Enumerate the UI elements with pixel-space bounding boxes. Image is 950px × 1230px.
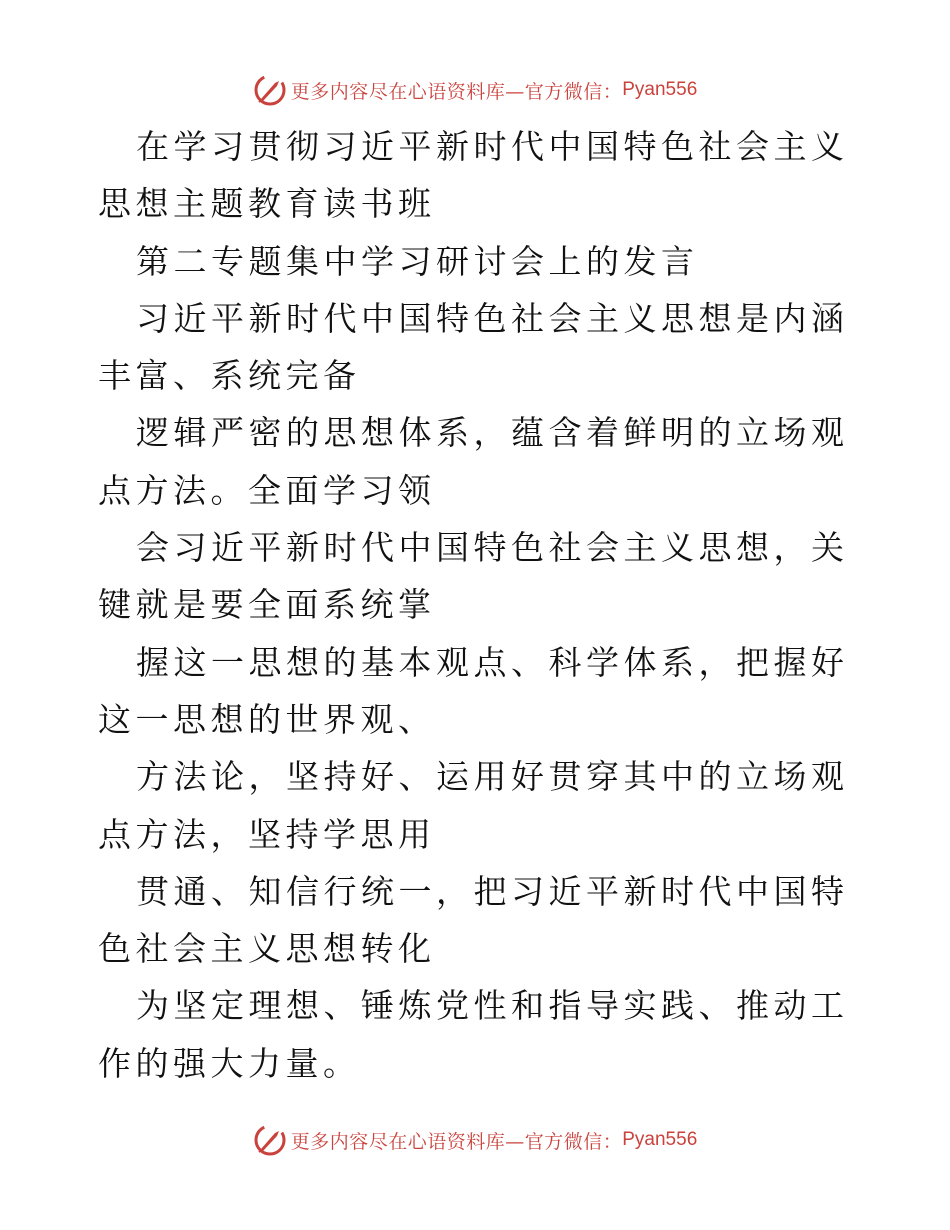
header-banner-text: 更多内容尽在心语资料库—官方微信： bbox=[290, 80, 623, 103]
footer-banner-text: 更多内容尽在心语资料库—官方微信： bbox=[290, 1130, 623, 1153]
paragraph-title-line-2: 第二专题集中学习研讨会上的发言 bbox=[136, 241, 699, 281]
document-body bbox=[98, 118, 858, 1092]
paragraph: 会习近平新时代中国特色社会主义思想，关键就是要全面系统掌 bbox=[98, 528, 849, 625]
footer-banner-wechat-id: Pyan556 bbox=[622, 1129, 698, 1150]
paragraph: 习近平新时代中国特色社会主义思想是内涵丰富、系统完备 bbox=[98, 298, 849, 396]
header-watermark-banner bbox=[0, 72, 950, 108]
quill-pen-logo-icon bbox=[253, 1123, 287, 1157]
paragraph: 逻辑严密的思想体系，蕴含着鲜明的立场观点方法。全面学习领 bbox=[98, 413, 849, 510]
paragraph: 方法论，坚持好、运用好贯穿其中的立场观点方法，坚持学思用 bbox=[98, 757, 849, 854]
quill-pen-logo-icon bbox=[253, 73, 287, 107]
footer-watermark-banner bbox=[0, 1122, 950, 1158]
paragraph: 为坚定理想、锤炼党性和指导实践、推动工作的强大力量。 bbox=[98, 986, 849, 1083]
paragraph-title-line-1: 在学习贯彻习近平新时代中国特色社会主义思想主题教育读书班 bbox=[98, 127, 849, 224]
header-banner-wechat-id: Pyan556 bbox=[622, 79, 698, 100]
paragraph: 握这一思想的基本观点、科学体系，把握好这一思想的世界观、 bbox=[98, 642, 849, 739]
paragraph: 贯通、知信行统一，把习近平新时代中国特色社会主义思想转化 bbox=[98, 871, 849, 969]
